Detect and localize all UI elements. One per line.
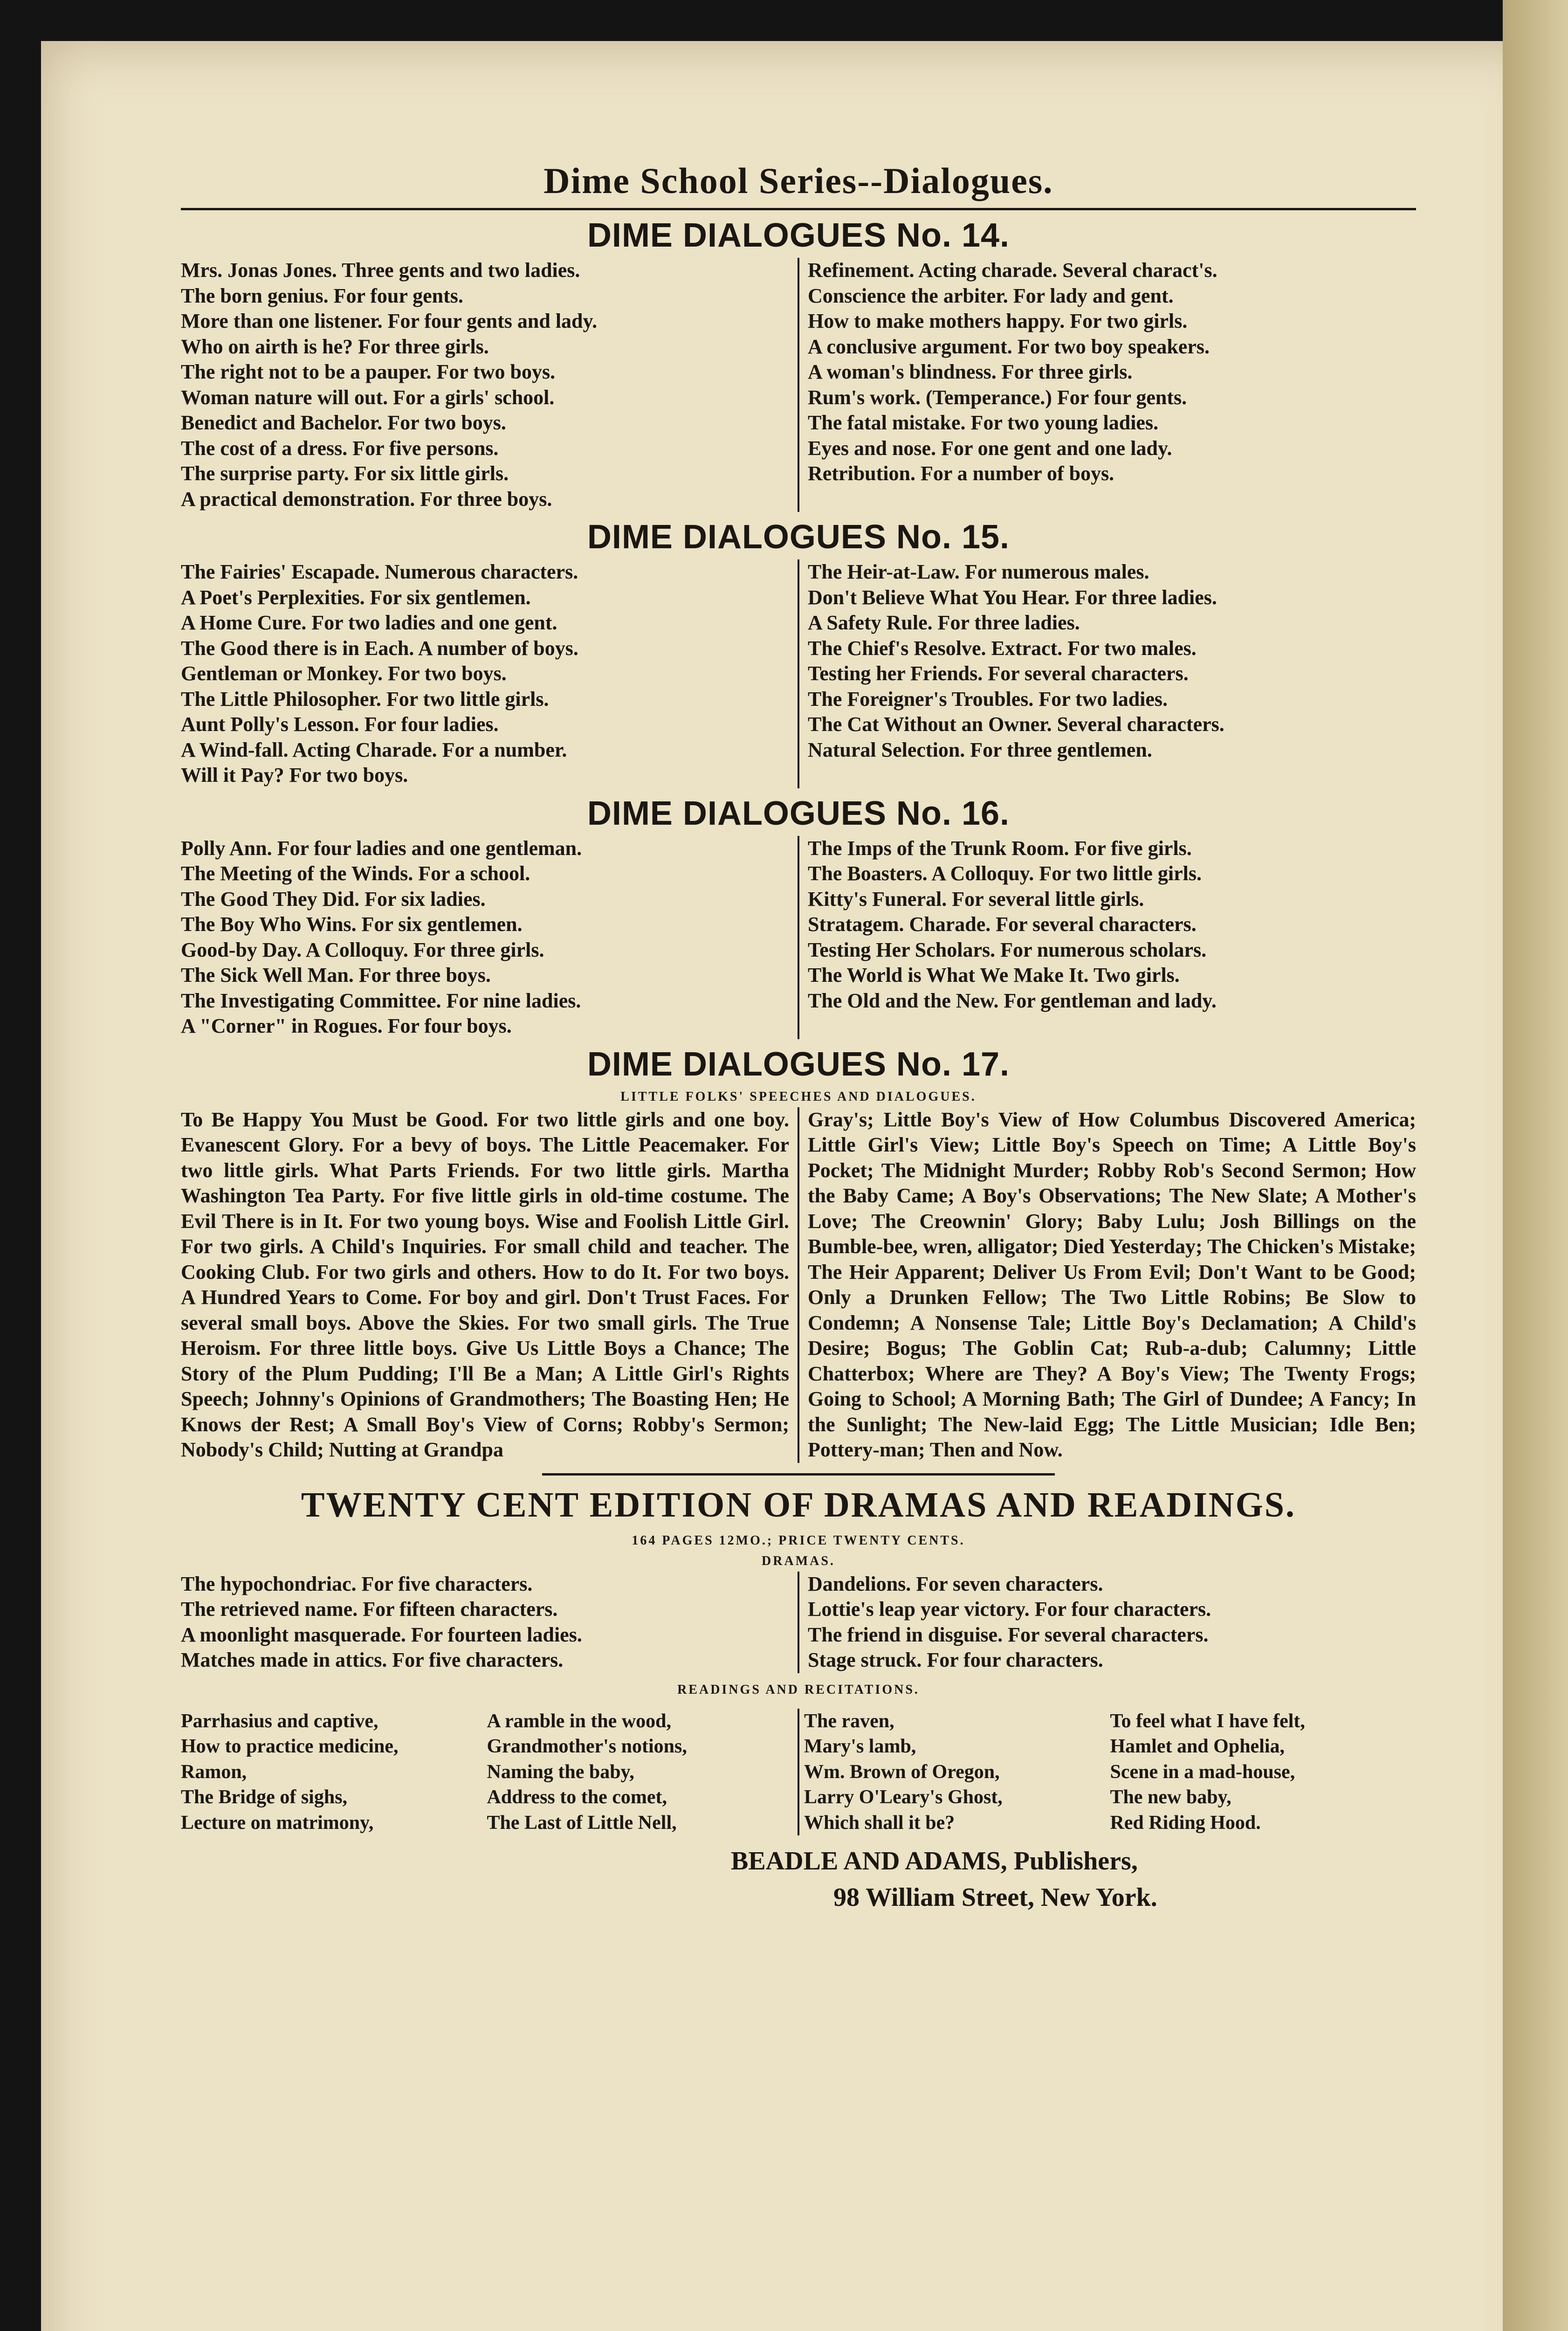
dialogue-entry: Polly Ann. For four ladies and one gentleman. [181,836,582,860]
dialogue-entry: Who on airth is he? For three girls. [181,335,489,358]
reading-entry: How to practice medicine, [181,1736,399,1757]
readings-column [487,1709,800,1836]
reading-entry: The new baby, [1110,1786,1231,1808]
dialogue-entry: Rum's work. (Temperance.) For four gents. [808,386,1187,409]
divider-rule [542,1473,1055,1476]
drama-entry: The retrieved name. For fifteen characters. [181,1598,558,1621]
dialogue-entry: Woman nature will out. For a girls' school. [181,386,555,409]
page-content [181,158,1416,1916]
section-17-columns [181,1107,1416,1463]
drama-entry: Matches made in attics. For five characters. [181,1648,564,1671]
reading-entry: Ramon, [181,1761,247,1783]
dramas-left-list [181,1572,799,1673]
readings-column [181,1709,487,1836]
dialogue-entry: Aunt Polly's Lesson. For four ladies. [181,713,499,736]
dialogue-entry: A Poet's Perplexities. For six gentlemen. [181,586,531,609]
dialogue-entry: How to make mothers happy. For two girls. [808,310,1188,332]
dialogue-entry: The Boasters. A Colloquy. For two little girls. [808,862,1202,885]
dialogue-entry: The right not to be a pauper. For two boys. [181,360,556,383]
dramas-right-list [799,1572,1416,1673]
reading-entry: Naming the baby, [487,1761,634,1783]
dialogue-entry: The fatal mistake. For two young ladies. [808,411,1159,434]
publisher-name: BEADLE AND ADAMS, Publishers, [731,1847,1138,1876]
twenty-cent-section [181,1479,1416,1836]
dialogue-entry: Retribution. For a number of boys. [808,462,1114,485]
reading-entry: The Bridge of sighs, [181,1786,348,1808]
dialogue-entry: The Little Philosopher. For two little girls. [181,687,549,710]
dialogue-entry: Conscience the arbiter. For lady and gent. [808,284,1174,307]
section-title: DIME DIALOGUES No. 16. [587,794,1010,832]
dialogue-entry: A Wind-fall. Acting Charade. For a number. [181,738,567,761]
reading-entry: The Last of Little Nell, [487,1812,677,1834]
dialogue-entry: Stratagem. Charade. For several characters. [808,913,1197,936]
dialogue-section [181,213,1416,512]
section-columns [181,258,1416,512]
reading-entry: Mary's lamb, [804,1736,916,1757]
section-title: DIME DIALOGUES No. 15. [587,518,1010,556]
section-17-right-text: Gray's; Little Boy's View of How Columbus Discovered America; Little Girl's View; Little Boy's Speech on Time; A Little Boy's Pocket; The Midnight Murder; Robby Rob's Second Sermon; How the Baby Came; A Boy's Observations; The New Slate; A Mother's Love; The Creownin' Glory; Baby Lulu; Josh Billings on the Bumble-bee, wren, alligator; Died Yesterday; The Chicken's Mistake; The Heir Apparent; Deliver Us From Evil; Don't Want to be Good; Only a Drunken Fellow; The Two Little Robins; Be Slow to Condemn; A Nonsense Tale; Little Boy's Declamation; A Child's Desire; Bogus; The Goblin Cat; Rub-a-dub; Calumny; Little Chatterbox; Where are They? A Boy's View; The Twenty Frogs; Going to School; A Morning Bath; The Girl of Dundee; A Fancy; In the Sunlight; The New-laid Egg; The Little Musician; Idle Ben; Pottery-man; Then and Now. [808,1108,1416,1461]
section-17 [181,1042,1416,1463]
dialogue-entry: The Chief's Resolve. Extract. For two males. [808,636,1197,660]
section-left-column [181,836,799,1039]
reading-entry: Address to the comet, [487,1786,667,1808]
dialogue-entry: The Old and the New. For gentleman and lady. [808,989,1217,1012]
dialogue-entry: The Good They Did. For six ladies. [181,887,486,910]
drama-entry: Dandelions. For seven characters. [808,1572,1103,1595]
section-right-column [799,258,1416,512]
section-columns [181,559,1416,788]
dialogue-entry: The Investigating Committee. For nine ladies. [181,989,581,1012]
dialogue-entry: The Fairies' Escapade. Numerous characters. [181,560,578,583]
drama-entry: Stage struck. For four characters. [808,1648,1103,1671]
dialogue-entry: The Heir-at-Law. For numerous males. [808,560,1149,583]
twenty-cent-title: TWENTY CENT EDITION OF DRAMAS AND READINGS. [301,1485,1296,1524]
reading-entry: Scene in a mad-house, [1110,1761,1295,1783]
section-17-left-text: To Be Happy You Must be Good. For two little girls and one boy. Evanescent Glory. For a bevy of boys. The Little Peacemaker. For two little girls. What Parts Friends. For two little girls. Martha Washington Tea Party. For five little girls in old-time costume. The Evil There is in It. For two young boys. Wise and Foolish Little Girl. For two girls. A Child's Inquiries. For small child and teacher. The Cooking Club. For two girls and others. How to do It. For two boys. A Hundred Years to Come. For boy and girl. Don't Trust Faces. For several small boys. Above the Skies. For two small girls. The True Heroism. For three little boys. Give Us Little Boys a Chance; The Story of the Plum Pudding; I'll Be a Man; A Little Girl's Rights Speech; Johnny's Opinions of Grandmothers; The Boasting Hen; He Knows der Rest; A Small Boy's View of Corns; Robby's Sermon; Nobody's Child; Nutting at Grandpa [181,1107,799,1463]
readings-column [1110,1709,1417,1836]
dialogue-entry: The surprise party. For six little girls. [181,462,509,485]
dialogue-section [181,515,1416,788]
publisher-block [181,1843,1416,1916]
drama-entry: The hypochondriac. For five characters. [181,1572,533,1595]
section-title: DIME DIALOGUES No. 17. [587,1045,1010,1083]
dialogue-sections [181,213,1416,1039]
section-columns [181,836,1416,1039]
dialogue-entry: The Sick Well Man. For three boys. [181,964,491,986]
dialogue-entry: Mrs. Jonas Jones. Three gents and two ladies. [181,259,580,282]
dramas-label: DRAMAS. [762,1553,835,1568]
dialogue-entry: A Safety Rule. For three ladies. [808,611,1080,634]
reading-entry: A ramble in the wood, [487,1710,672,1732]
dialogue-entry: A "Corner" in Rogues. For four boys. [181,1014,512,1037]
reading-entry: Red Riding Hood. [1110,1812,1261,1834]
section-title: DIME DIALOGUES No. 14. [587,217,1010,254]
dialogue-entry: The Meeting of the Winds. For a school. [181,862,530,885]
dialogue-section [181,791,1416,1039]
dialogue-entry: Refinement. Acting charade. Several charact's. [808,259,1217,282]
running-head: Dime School Series--Dialogues. [181,158,1416,210]
drama-entry: The friend in disguise. For several characters. [808,1623,1209,1646]
reading-entry: Larry O'Leary's Ghost, [804,1786,1003,1808]
dialogue-entry: Will it Pay? For two boys. [181,764,408,786]
section-right-column [799,836,1416,1039]
reading-entry: Lecture on matrimony, [181,1812,374,1834]
dialogue-entry: Eyes and nose. For one gent and one lady. [808,436,1172,460]
dialogue-entry: A Home Cure. For two ladies and one gent. [181,611,557,634]
dramas-columns [181,1572,1416,1673]
catalog-page [41,41,1544,2331]
readings-column [799,1709,1110,1836]
section-left-column [181,258,799,512]
twenty-cent-subtitle: 164 PAGES 12MO.; PRICE TWENTY CENTS. [632,1533,965,1548]
publisher-address: 98 William Street, New York. [833,1883,1157,1912]
dialogue-entry: The Cat Without an Owner. Several characters. [808,713,1224,736]
dialogue-entry: The cost of a dress. For five persons. [181,436,499,460]
drama-entry: Lottie's leap year victory. For four characters. [808,1598,1211,1621]
reading-entry: Hamlet and Ophelia, [1110,1736,1285,1757]
dialogue-entry: Don't Believe What You Hear. For three ladies. [808,586,1217,609]
dialogue-entry: The World is What We Make It. Two girls. [808,964,1180,986]
reading-entry: To feel what I have felt, [1110,1710,1305,1732]
reading-entry: Grandmother's notions, [487,1736,687,1757]
readings-label: READINGS AND RECITATIONS. [677,1682,920,1697]
dialogue-entry: Good-by Day. A Colloquy. For three girls. [181,938,544,961]
page-edge [1503,0,1568,2331]
dialogue-entry: Benedict and Bachelor. For two boys. [181,411,506,434]
section-left-column [181,559,799,788]
reading-entry: The raven, [804,1710,894,1732]
dialogue-entry: Natural Selection. For three gentlemen. [808,738,1152,761]
dialogue-entry: The Good there is in Each. A number of boys. [181,636,578,660]
dialogue-entry: Testing her Friends. For several characters. [808,662,1189,685]
dialogue-entry: A practical demonstration. For three boys. [181,487,552,510]
dialogue-entry: A woman's blindness. For three girls. [808,360,1133,383]
dialogue-entry: The Imps of the Trunk Room. For five girls. [808,836,1192,860]
reading-entry: Which shall it be? [804,1812,955,1834]
dialogue-entry: Kitty's Funeral. For several little girls. [808,887,1144,910]
dialogue-entry: The Foreigner's Troubles. For two ladies. [808,687,1168,710]
dialogue-entry: More than one listener. For four gents and lady. [181,310,598,332]
dialogue-entry: Gentleman or Monkey. For two boys. [181,662,507,685]
readings-columns [181,1709,1416,1836]
reading-entry: Parrhasius and captive, [181,1710,378,1732]
dialogue-entry: Testing Her Scholars. For numerous scholars. [808,938,1207,961]
drama-entry: A moonlight masquerade. For fourteen ladies. [181,1623,582,1646]
reading-entry: Wm. Brown of Oregon, [804,1761,1000,1783]
dialogue-entry: A conclusive argument. For two boy speakers. [808,335,1210,358]
dialogue-entry: The Boy Who Wins. For six gentlemen. [181,913,523,936]
section-right-column [799,559,1416,788]
section-subtitle: LITTLE FOLKS' SPEECHES AND DIALOGUES. [620,1089,977,1104]
dialogue-entry: The born genius. For four gents. [181,284,463,307]
